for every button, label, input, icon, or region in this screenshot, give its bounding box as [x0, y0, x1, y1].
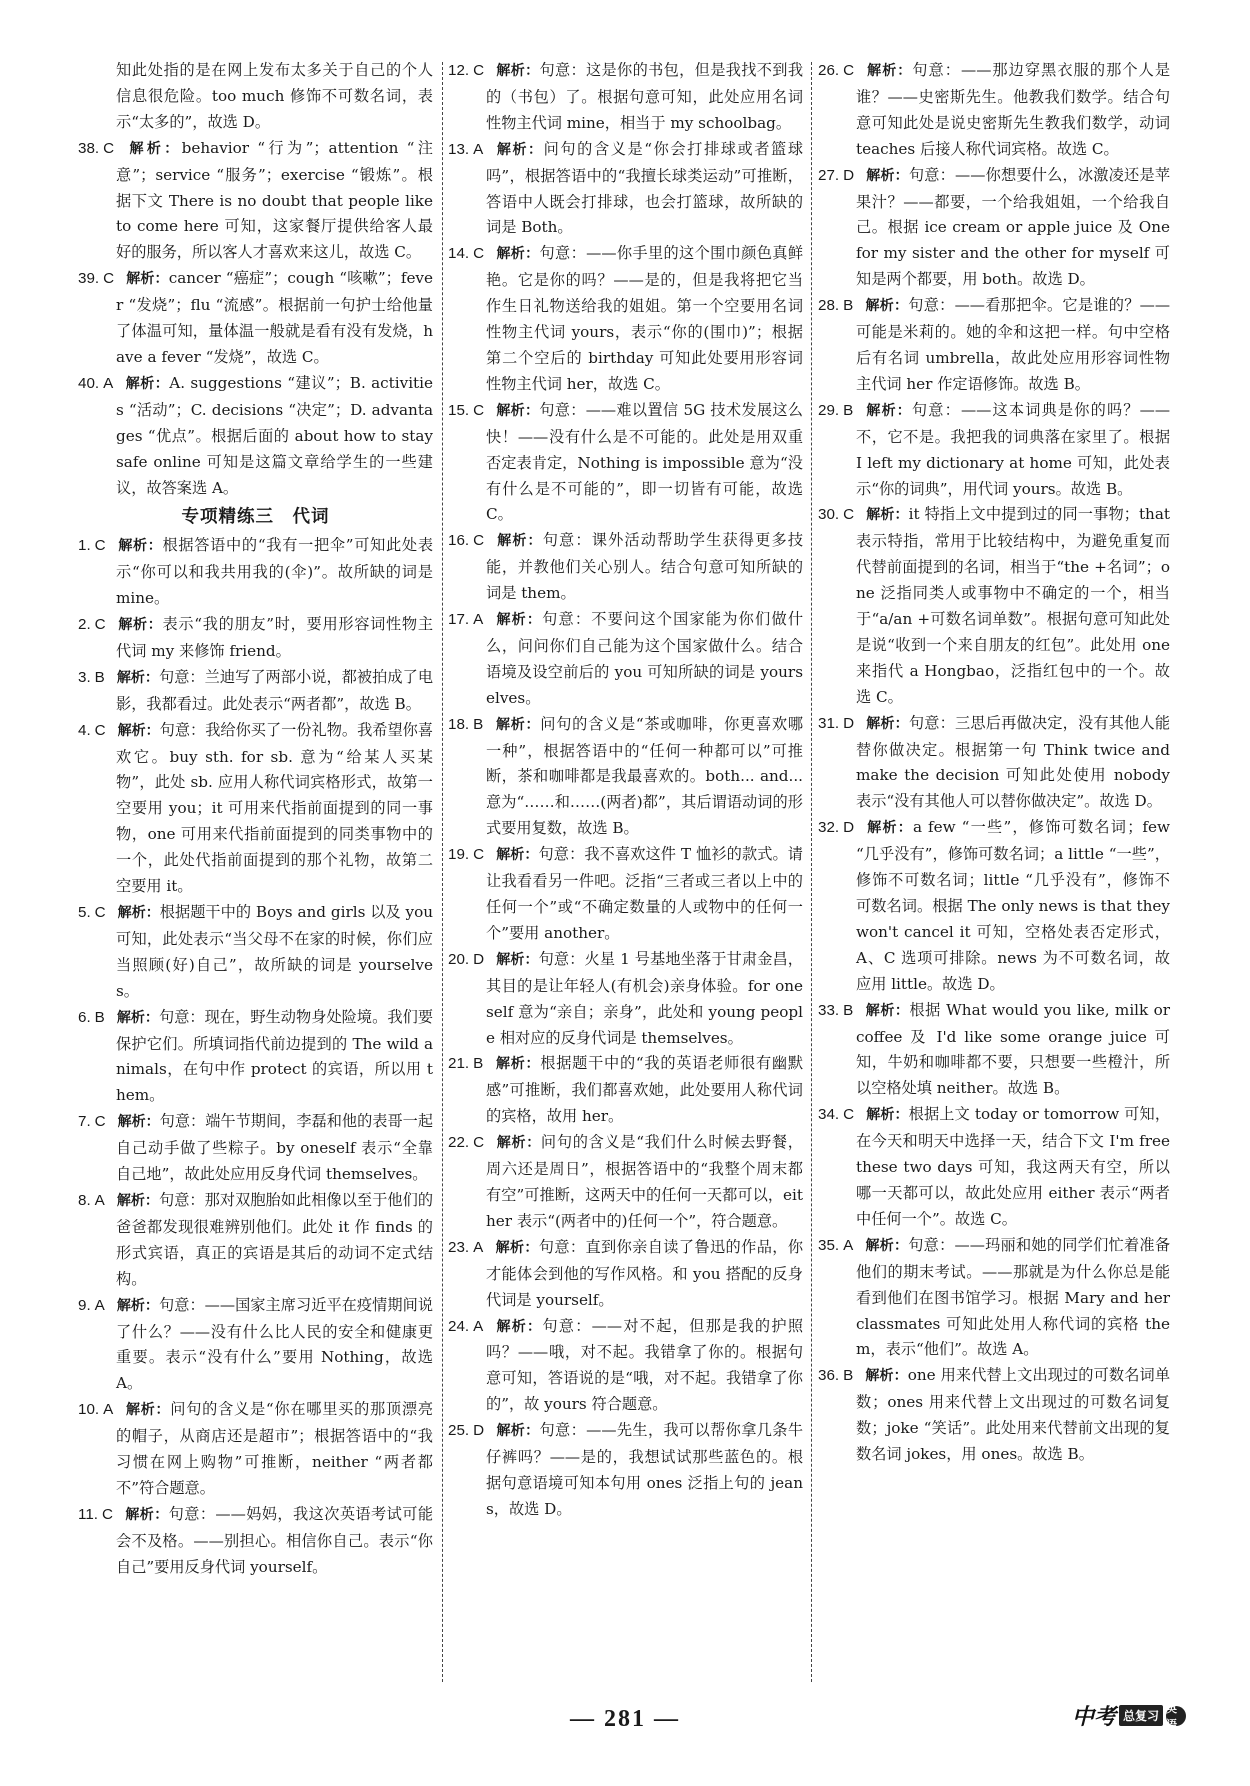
answer-letter: C [473, 401, 485, 419]
analysis-text: 句意：三思后再做决定，没有其他人能替你做决定。根据第一句 Think twice and make the decision 可知此处使用 nobody 表示“没有其他人可以替你做决定”。故选 D。 [856, 713, 1171, 811]
answer-list-a [78, 136, 433, 502]
answer-letter: C [94, 904, 106, 921]
answer-entry [78, 533, 433, 612]
analysis-text: 句意：——你手里的这个围巾颜色真鲜艳。它是你的吗？——是的，但是我将把它当作生日礼物送给我的姐姐。第一个空要用名词性物主代词 yours，表示“你的(围巾)”；根据第二个空后的 birthday 可知此处要用形容词性物主代词 her，故选 C。 [486, 244, 804, 393]
analysis-text: 句意：火星 1 号基地坐落于甘肃金昌，其目的是让年轻人(有机会)亲身体验。for oneself 意为“亲自；亲身”，此处和 young people 相对应的反身代词是 themselves。 [486, 949, 803, 1047]
answer-letter: C [473, 62, 485, 79]
answer-letter: B [843, 1367, 854, 1385]
analysis-text: 句意：——对不起，但那是我的护照吗？——哦，对不起。我错拿了你的。根据句意可知，答语说的是“哦，对不起。我错拿了你的”，故 yours 符合题意。 [486, 1316, 804, 1414]
analysis-tag: 解析： [866, 1107, 909, 1124]
answer-entry [78, 900, 433, 1005]
analysis-tag: 解析： [116, 1297, 159, 1314]
question-number: 29. [818, 401, 840, 419]
analysis-text: 句意：不要问这个国家能为你们做什么，问问你们自己能为这个国家做什么。结合语境及设空前后的 you 可知所缺的词是 yourselves。 [486, 610, 804, 707]
question-number: 26. [818, 62, 840, 79]
answer-entry [818, 502, 1170, 710]
analysis-text: it 特指上文中提到过的同一事物；that 表示特指，常用于比较结构中，为避免重复而代替前面提到的名词，相当于“the +名词”；one 泛指同类人或事物中不确定的一个，相当于“a/an +可数名词单数”。根据句意可知此处是说“收到一个来自朋友的红包”。此处用 one 来指代 a Hongbao，泛指红包中的一个。故选 C。 [856, 505, 1170, 706]
brand-logo [1072, 1700, 1186, 1731]
question-number: 16. [448, 532, 470, 550]
answer-entry [78, 612, 433, 665]
answer-entry [818, 1102, 1170, 1233]
question-number: 22. [448, 1134, 470, 1152]
analysis-tag: 解析： [866, 167, 909, 184]
answer-letter: B [843, 297, 854, 315]
question-number: 2. [78, 616, 91, 634]
answer-letter: A [473, 1317, 484, 1335]
answer-letter: D [843, 714, 855, 732]
answer-entry [78, 1293, 433, 1398]
question-number: 24. [448, 1317, 470, 1335]
analysis-tag: 解析： [866, 507, 909, 524]
answer-entry [78, 1502, 433, 1581]
answer-entry [448, 137, 803, 242]
question-number: 5. [78, 904, 91, 921]
answer-entry [448, 528, 803, 607]
answer-entry [818, 711, 1170, 816]
answer-letter: C [94, 537, 106, 555]
analysis-text: 句意：——你想要什么，冰激凌还是苹果汁？——都要，一个给我姐姐，一个给我自己。根据 ice cream or apple juice 及 One for my sister and the other for myself 可知是两个都要，用 both。故选 D。 [856, 165, 1171, 289]
question-number: 35. [818, 1236, 840, 1254]
question-number: 18. [448, 715, 470, 733]
answer-letter: B [843, 401, 854, 419]
analysis-tag: 解析： [116, 1009, 159, 1026]
answer-entry [448, 947, 803, 1052]
answer-letter: C [103, 139, 115, 157]
analysis-text: 句意：那对双胞胎如此相像以至于他们的爸爸都发现很难辨别他们。此处 it 作 finds 的形式宾语，真正的宾语是其后的动词不定式结构。 [116, 1190, 434, 1288]
answer-letter: C [473, 846, 485, 864]
question-number: 4. [78, 721, 91, 739]
answer-entry [78, 136, 433, 267]
question-number: 39. [78, 270, 100, 288]
answer-entry [448, 1051, 803, 1130]
analysis-text: 句意：现在，野生动物身处险境。我们要保护它们。所填词指代前边提到的 The wild animals，在句中作 protect 的宾语，所以用 them。 [116, 1007, 434, 1105]
analysis-text: 句意：课外活动帮助学生获得更多技能，并教他们关心别人。结合句意可知所缺的词是 them。 [486, 531, 804, 603]
page-number: — 281 — [570, 1706, 680, 1732]
answer-entry [448, 607, 803, 712]
answer-entry [78, 665, 433, 718]
analysis-tag: 解析： [495, 612, 543, 629]
question-number: 40. [78, 374, 100, 392]
answer-letter: B [473, 715, 484, 733]
question-number: 30. [818, 506, 840, 524]
question-number: 27. [818, 166, 840, 184]
answer-entry [78, 1397, 433, 1502]
analysis-text: 句意：端午节期间，李磊和他的表哥一起自己动手做了些粽子。by oneself 表示“全靠自己地”，故此处应用反身代词 themselves。 [116, 1112, 434, 1184]
question-number: 8. [78, 1191, 91, 1209]
column-right [818, 58, 1170, 1468]
answer-entry [448, 241, 803, 397]
analysis-text: 问句的含义是“你在哪里买的那顶漂亮的帽子，从商店还是超市”；根据答语中的“我习惯在网上购物”可推断，neither “两者都不”符合题意。 [116, 1400, 434, 1497]
answer-letter: D [843, 819, 855, 837]
question-number: 6. [78, 1008, 91, 1026]
analysis-tag: 解析： [496, 63, 540, 79]
answer-entry [818, 163, 1170, 294]
question-number: 36. [818, 1367, 840, 1385]
answer-entry [78, 718, 433, 900]
analysis-text: 句意：我不喜欢这件 T 恤衫的款式。请让我看看另一件吧。泛指“三者或三者以上中的任何一个”或“不确定数量的人或物中的任何一个”要用 another。 [486, 845, 803, 942]
answer-letter: A [843, 1236, 854, 1254]
answer-entry [448, 398, 803, 529]
analysis-text: 根据题干中的“我的英语老师很有幽默感”可推断，我们都喜欢她，此处要用人称代词的宾格，故用 her。 [486, 1054, 804, 1126]
answer-letter: B [94, 1008, 105, 1026]
analysis-text: 句意：这是你的书包，但是我找不到我的（书包）了。根据句意可知，此处应用名词性物主代词 mine，相当于 my schoolbag。 [486, 61, 803, 132]
question-number: 38. [78, 139, 100, 157]
analysis-tag: 解析： [125, 1402, 171, 1419]
answer-letter: C [843, 506, 855, 524]
analysis-tag: 解析： [117, 905, 160, 921]
answer-entry [78, 1005, 433, 1110]
analysis-text: 表示“我的朋友”时，要用形容词性物主代词 my 来修饰 friend。 [116, 615, 434, 660]
answer-letter: C [473, 1134, 485, 1152]
answer-list-middle [448, 58, 803, 1523]
answer-letter: B [94, 668, 105, 686]
question-number: 25. [448, 1422, 470, 1440]
section-title: 专项精练三 代词 [181, 507, 330, 528]
analysis-tag: 解析： [496, 533, 543, 550]
analysis-text: 根据上文 today or tomorrow 可知，在今天和明天中选择一天，结合下文 I'm free these two days 可知，我这两天有空，所以哪一天都可以，故此处应用 either 表示“两者中任何一个”。故选 C。 [856, 1105, 1171, 1228]
answer-entry [818, 58, 1170, 163]
question-number: 15. [448, 401, 470, 419]
analysis-text: a few “一些”，修饰可数名词；few “几乎没有”，修饰可数名词；a little “一些”，修饰不可数名词；little “几乎没有”，修饰不可数名词。根据 The only news is that they won't cancel it 可知，空格处表否定形式，A、C 选项可排除。news 为不可数名词，故应用 little。故选 D。 [856, 818, 1170, 993]
answer-letter: C [102, 1505, 113, 1523]
answer-letter: A [473, 140, 484, 158]
brand-series: 总复习 [1119, 1705, 1163, 1726]
analysis-text: 根据答语中的“我有一把伞”可知此处表示“你可以和我共用我的(伞)”。故所缺的词是 mine。 [116, 536, 434, 608]
analysis-text: 问句的含义是“你会打排球或者篮球吗”，根据答语中的“我擅长球类运动”可推断，答语中人既会打排球，也会打篮球，故所缺的词是 Both。 [486, 139, 804, 237]
question-number: 23. [448, 1238, 470, 1256]
question-number: 17. [448, 611, 470, 629]
question-number: 14. [448, 245, 470, 263]
question-number: 11. [78, 1505, 98, 1523]
analysis-tag: 解析： [496, 402, 540, 419]
answer-letter: C [103, 270, 115, 288]
analysis-text: 句意：——这本词典是你的吗？——不，它不是。我把我的词典落在家里了。根据 I left my dictionary at home 可知，此处表示“你的词典”，用代词 yours。故选 B。 [856, 400, 1171, 498]
analysis-text: 句意：——玛丽和她的同学们忙着准备他们的期末考试。——那就是为什么你总是能看到他们在图书馆学习。根据 Mary and her classmates 可知此处用人称代词的宾格 them，表示“他们”。故选 A。 [856, 1235, 1171, 1359]
analysis-tag: 解析： [865, 1002, 910, 1019]
analysis-tag: 解析： [496, 1135, 541, 1152]
question-number: 28. [818, 297, 840, 315]
answer-entry [448, 1235, 803, 1314]
question-number: 33. [818, 1001, 840, 1019]
answer-entry [448, 1130, 803, 1235]
answer-letter: A [94, 1191, 105, 1209]
analysis-tag: 解析： [495, 141, 544, 158]
answer-letter: A [473, 611, 484, 629]
analysis-tag: 解析： [125, 375, 170, 392]
analysis-text: one 用来代替上文出现过的可数名词单数；ones 用来代替上文出现过的可数名词复数；joke “笑话”。此处用来代替前文出现的复数名词 jokes，用 ones。故选 B。 [856, 1366, 1171, 1464]
answer-letter: A [103, 374, 114, 392]
analysis-text: 问句的含义是“我们什么时候去野餐，周六还是周日”，根据答语中的“我整个周末都有空”可推断，这两天中的任何一天都可以，either 表示“(两者中的)任何一个”，符合题意。 [486, 1133, 803, 1230]
analysis-text: 根据题干中的 Boys and girls 以及 you 可知，此处表示“当父母不在家的时候，你们应当照顾(好)自己”，故所缺的词是 yourselves。 [116, 903, 434, 1000]
analysis-text: 句意：——先生，我可以帮你拿几条牛仔裤吗？——是的，我想试试那些蓝色的。根据句意语境可知本句用 ones 泛指上句的 jeans，故选 D。 [486, 1421, 804, 1518]
answer-entry [818, 815, 1170, 997]
analysis-tag: 解析： [496, 951, 539, 968]
analysis-tag: 解析： [496, 246, 540, 263]
answer-entry [448, 842, 803, 947]
question-number: 21. [448, 1055, 470, 1073]
analysis-tag: 解析： [495, 716, 541, 733]
question-number: 31. [818, 714, 840, 732]
answer-entry [448, 58, 803, 137]
question-number: 32. [818, 819, 840, 837]
answer-entry [818, 1363, 1170, 1468]
question-number: 10. [78, 1401, 100, 1419]
analysis-tag: 解析： [495, 1056, 541, 1073]
analysis-text: 根据 What would you like, milk or coffee 及 I'd like some orange juice 可知，牛奶和咖啡都不要，只想要一些橙汁，所以空格处填 neither。故选 B。 [856, 1000, 1170, 1098]
analysis-tag: 解析： [866, 820, 913, 837]
analysis-tag: 解析： [866, 715, 909, 732]
answer-entry [78, 1109, 433, 1188]
answer-entry [78, 371, 433, 502]
question-number: 7. [78, 1113, 91, 1131]
analysis-tag: 解析： [124, 1506, 169, 1523]
answer-entry [448, 1314, 803, 1419]
analysis-text: 句意：——难以置信 5G 技术发展这么快！——没有什么是不可能的。此处是用双重否定表肯定，Nothing is impossible 意为“没有什么是不可能的”，即一切皆有可能，故选 C。 [486, 400, 803, 524]
question-number: 19. [448, 846, 470, 864]
answer-letter: C [473, 532, 485, 550]
column-divider-1 [442, 62, 443, 1682]
column-left [78, 58, 433, 1581]
analysis-tag: 解析： [116, 1192, 159, 1209]
answer-entry [818, 1233, 1170, 1364]
analysis-tag: 解析： [116, 669, 159, 686]
analysis-tag: 解析： [126, 140, 182, 157]
answer-letter: D [473, 950, 485, 968]
continuation-text: 知此处指的是在网上发布太多关于自己的个人信息很危险。too much 修饰不可数名词，表示“太多的”，故选 D。 [116, 61, 433, 131]
analysis-tag: 解析： [117, 722, 160, 739]
question-number: 1. [78, 537, 91, 555]
answer-entry [78, 266, 433, 371]
question-number: 9. [78, 1296, 91, 1314]
answer-letter: B [843, 1001, 854, 1019]
analysis-text: 问句的含义是“茶或咖啡，你更喜欢哪一种”，根据答语中的“任何一种都可以”可推断，茶和咖啡都是我最喜欢的。both... and... 意为“……和……(两者)都”，其后谓语动词的形式要用复数，故选 B。 [486, 714, 804, 838]
answer-list-b [78, 533, 433, 1580]
answer-letter: A [473, 1238, 484, 1256]
question-number: 12. [448, 62, 470, 79]
analysis-tag: 解析： [866, 63, 913, 79]
analysis-tag: 解析： [865, 1237, 909, 1254]
answer-entry [818, 998, 1170, 1103]
analysis-text: 句意：——看那把伞。它是谁的？——可能是米莉的。她的伞和这把一样。句中空格后有名词 umbrella，故此处应用形容词性物主代词 her 作定语修饰。故选 B。 [856, 296, 1171, 393]
answer-letter: A [103, 1401, 114, 1419]
answer-letter: C [94, 616, 106, 634]
question-number: 13. [448, 140, 470, 158]
analysis-text: A. suggestions “建议”；B. activities “活动”；C. decisions “决定”；D. advantages “优点”。根据后面的 about how to stay safe online 可知是这篇文章给学生的一些建议，故答案选 A。 [116, 373, 434, 497]
answer-letter: B [473, 1055, 484, 1073]
answer-entry [818, 398, 1170, 503]
analysis-tag: 解析： [117, 538, 163, 555]
analysis-tag: 解析： [126, 271, 169, 288]
answer-letter: C [843, 62, 855, 79]
answer-letter: A [94, 1296, 105, 1314]
brand-logo-text: 中考 [1072, 1705, 1117, 1730]
answer-letter: C [94, 721, 106, 739]
brand-subject: 英语 [1166, 1706, 1186, 1726]
answer-entry [448, 1418, 803, 1523]
analysis-text: 句意：——那边穿黑衣服的那个人是谁？——史密斯先生。他教我们数学。结合句意可知此处是说史密斯先生教我们数学，动词 teaches 后接人称代词宾格。故选 C。 [856, 61, 1171, 158]
analysis-tag: 解析： [865, 298, 909, 315]
analysis-text: 句意：兰迪写了两部小说，都被拍成了电影，我都看过。此处表示“两者都”，故选 B。 [116, 667, 434, 713]
question-number: 3. [78, 668, 91, 686]
answer-letter: C [843, 1106, 855, 1124]
answer-letter: C [473, 245, 485, 263]
answer-entry [78, 1188, 433, 1293]
answer-entry [818, 293, 1170, 398]
column-middle [448, 58, 803, 1523]
answer-letter: D [843, 166, 855, 184]
analysis-tag: 解析： [865, 402, 912, 419]
answer-list-right [818, 58, 1170, 1468]
analysis-tag: 解析： [117, 1114, 160, 1131]
analysis-text: cancer “癌症”；cough “咳嗽”；fever “发烧”；flu “流感”。根据前一句护士给他量了体温可知，量体温一般就是看有没有发烧，have a fever “发烧”，故选 C。 [116, 269, 434, 366]
analysis-tag: 解析： [865, 1368, 908, 1385]
analysis-tag: 解析： [495, 1318, 543, 1335]
question-number: 34. [818, 1106, 840, 1124]
analysis-tag: 解析： [496, 1423, 540, 1440]
column-divider-2 [811, 62, 812, 1682]
analysis-tag: 解析： [117, 617, 163, 634]
question-number: 20. [448, 950, 470, 968]
answer-entry [448, 712, 803, 843]
analysis-tag: 解析： [496, 847, 539, 864]
answer-letter: C [94, 1113, 106, 1131]
analysis-text: 句意：——国家主席习近平在疫情期间说了什么？——没有什么比人民的安全和健康更重要。表示“没有什么”要用 Nothing，故选 A。 [116, 1295, 434, 1393]
analysis-text: behavior “行为”；attention “注意”；service “服务”；exercise “锻炼”。根据下文 There is no doubt that people like to come here 可知，这家餐厅提供给客人最好的服务，所以客人才喜欢来这儿，故选 C。 [116, 138, 433, 262]
analysis-text: 句意：我给你买了一份礼物。我希望你喜欢它。buy sth. for sb. 意为“给某人买某物”，此处 sb. 应用人称代词宾格形式，故第一空要用 you；it 可用来代指前面提到的同一事物，one 可用来代指前面提到的同类事物中的一个，此处代指前面提到的那个礼物，故第二空要用 it。 [116, 720, 434, 896]
analysis-text: 句意：直到你亲自读了鲁迅的作品，你才能体会到他的写作风格。和 you 搭配的反身代词是 yourself。 [486, 1237, 804, 1309]
answer-letter: D [473, 1422, 485, 1440]
analysis-tag: 解析： [495, 1239, 539, 1256]
analysis-text: 句意：——妈妈，我这次英语考试可能会不及格。——别担心。相信你自己。表示“你自己”要用反身代词 yourself。 [116, 1504, 434, 1576]
